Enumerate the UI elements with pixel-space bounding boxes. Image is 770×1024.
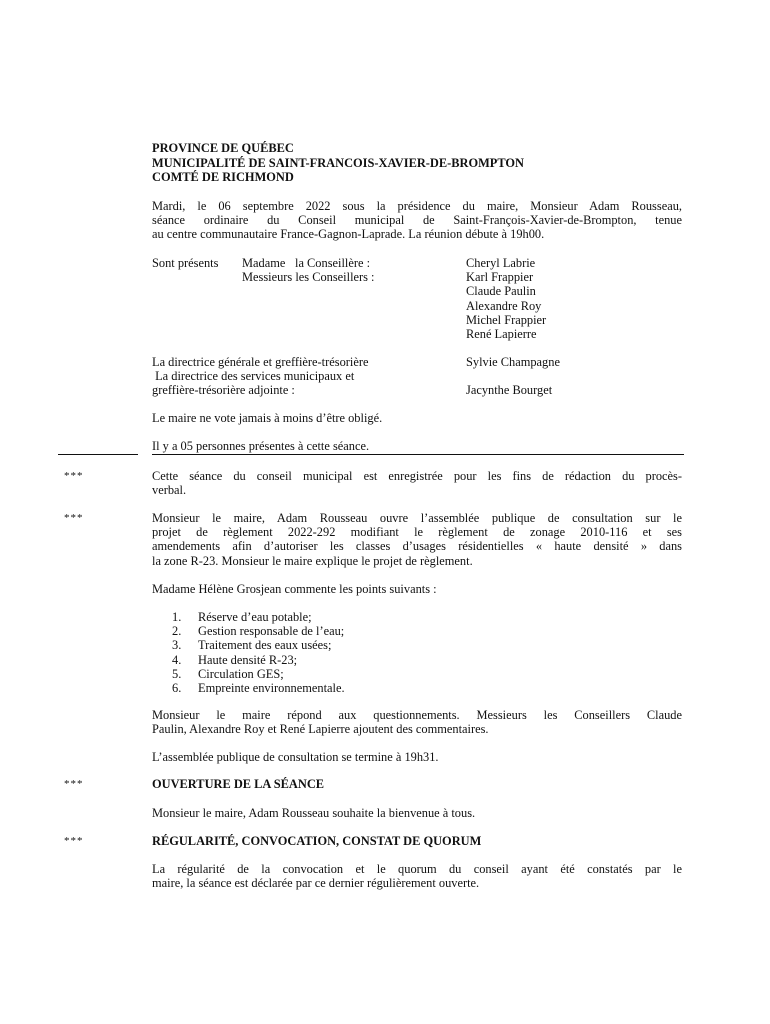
present-label: Sont présents <box>152 256 219 270</box>
header-county: COMTÉ DE RICHMOND <box>152 170 294 184</box>
header-province: PROVINCE DE QUÉBEC <box>152 141 294 155</box>
consultation-line: la zone R-23. Monsieur le maire explique le projet de règlement. <box>152 553 473 568</box>
list-item <box>172 653 345 667</box>
member-name: Karl Frappier <box>466 270 534 285</box>
present-names <box>466 256 546 341</box>
dsm-label-2: greffière-trésorière adjointe : <box>152 383 295 397</box>
maire-vote-note: Le maire ne vote jamais à moins d’être obligé. <box>152 411 383 425</box>
list-number: 6. <box>172 681 182 696</box>
list-text: Empreinte environnementale. <box>198 681 345 696</box>
consultation-line: Monsieur le maire, Adam Rousseau ouvre l’assemblée publique de consultation sur le <box>152 511 682 525</box>
comment-points-list <box>172 610 345 695</box>
section-marker: *** <box>64 470 84 482</box>
list-text: Haute densité R-23; <box>198 652 298 667</box>
member-name: Michel Frappier <box>466 312 547 327</box>
member-name: Cheryl Labrie <box>466 256 536 270</box>
recording-paragraph <box>152 469 682 497</box>
list-item <box>172 681 345 695</box>
section-marker: *** <box>64 512 84 524</box>
list-text: Circulation GES; <box>198 666 284 681</box>
regularite-title: RÉGULARITÉ, CONVOCATION, CONSTAT DE QUORUM <box>152 834 482 848</box>
regularite-line: maire, la séance est déclarée par ce dernier régulièrement ouverte. <box>152 876 480 891</box>
response-line: Monsieur le maire répond aux questionnements. Messieurs les Conseillers Claude <box>152 708 682 722</box>
consultation-line: projet de règlement 2022-292 modifiant le règlement de zonage 2010-116 et ses <box>152 525 682 540</box>
list-item <box>172 610 345 624</box>
member-name: René Lapierre <box>466 327 537 342</box>
regularite-line: La régularité de la convocation et le quorum du conseil ayant été constatés par le <box>152 862 682 876</box>
present-madame: Madame <box>242 256 286 270</box>
header-municipality: MUNICIPALITÉ DE SAINT-FRANCOIS-XAVIER-DE-BROMPTON <box>152 155 524 170</box>
intro-line: séance ordinaire du Conseil municipal de Saint-François-Xavier-de-Brompton, tenue <box>152 213 682 228</box>
dsm-label-1: La directrice des services municipaux et <box>152 369 355 383</box>
list-number: 3. <box>172 638 182 653</box>
response-line: Paulin, Alexandre Roy et René Lapierre ajoutent des commentaires. <box>152 722 489 737</box>
consultation-end: L’assemblée publique de consultation se termine à 19h31. <box>152 750 439 764</box>
grosjean-comment: Madame Hélène Grosjean commente les points suivants : <box>152 582 437 596</box>
list-number: 2. <box>172 624 182 639</box>
list-item <box>172 638 345 652</box>
present-messieurs: Messieurs les Conseillers : <box>242 270 375 284</box>
member-name: Claude Paulin <box>466 284 536 299</box>
dg-name: Sylvie Champagne <box>466 355 560 369</box>
section-marker: *** <box>64 835 84 847</box>
ouverture-text: Monsieur le maire, Adam Rousseau souhaite la bienvenue à tous. <box>152 806 476 820</box>
list-text: Traitement des eaux usées; <box>198 638 332 653</box>
consultation-paragraph <box>152 511 682 568</box>
dg-label: La directrice générale et greffière-trésorière <box>152 355 369 369</box>
section-divider <box>152 454 684 455</box>
section-marker: *** <box>64 778 84 790</box>
regularite-paragraph <box>152 862 682 890</box>
list-item <box>172 624 345 638</box>
intro-line: au centre communautaire France-Gagnon-Laprade. La réunion débute à 19h00. <box>152 227 545 242</box>
list-text: Gestion responsable de l’eau; <box>198 624 345 639</box>
list-number: 1. <box>172 610 182 624</box>
list-item <box>172 667 345 681</box>
list-text: Réserve d’eau potable; <box>198 610 312 624</box>
document-header <box>152 141 524 185</box>
recording-line: Cette séance du conseil municipal est enregistrée pour les fins de rédaction du procès- <box>152 469 682 483</box>
list-number: 5. <box>172 666 182 681</box>
intro-line: Mardi, le 06 septembre 2022 sous la présidence du maire, Monsieur Adam Rousseau, <box>152 199 682 213</box>
dsm-name: Jacynthe Bourget <box>466 383 553 397</box>
present-conseillere: la Conseillère : <box>295 256 371 270</box>
recording-line: verbal. <box>152 483 187 498</box>
margin-divider <box>58 454 138 455</box>
attendance-note: Il y a 05 personnes présentes à cette séance. <box>152 439 370 453</box>
ouverture-title: OUVERTURE DE LA SÉANCE <box>152 777 325 791</box>
response-paragraph <box>152 708 682 736</box>
list-number: 4. <box>172 652 182 667</box>
intro-paragraph <box>152 199 682 242</box>
consultation-line: amendements afin d’autoriser les classes d’usages résidentielles « haute densité » dans <box>152 539 682 554</box>
member-name: Alexandre Roy <box>466 298 542 313</box>
